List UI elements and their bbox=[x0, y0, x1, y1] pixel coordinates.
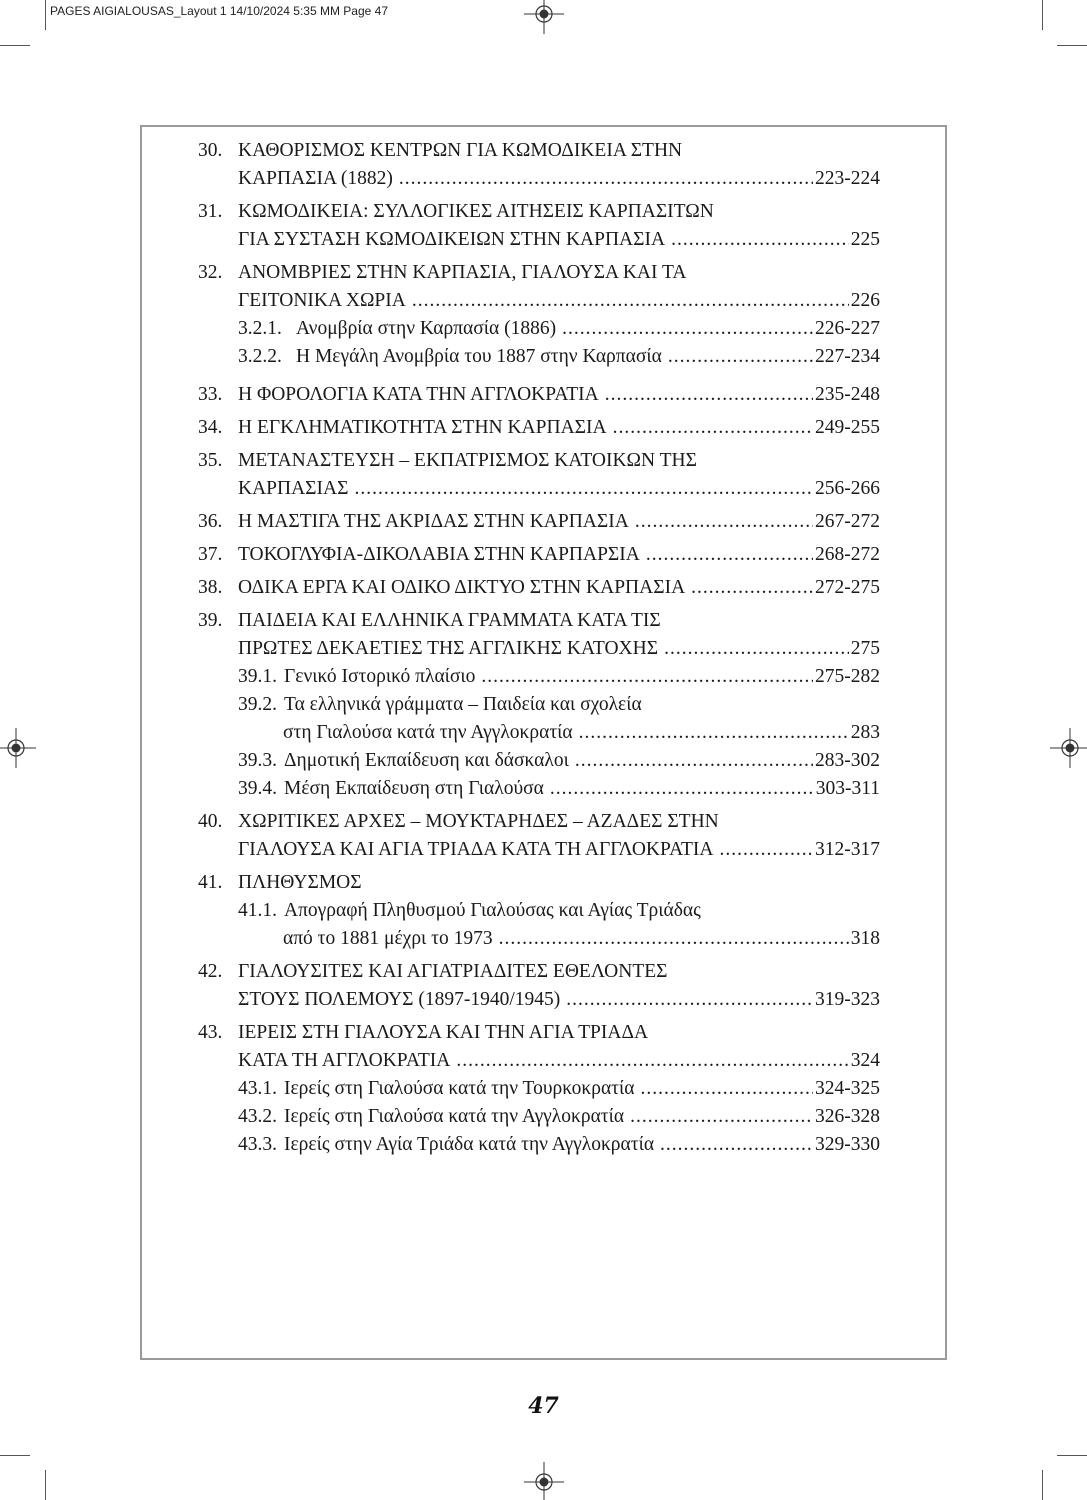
toc-leader-dots bbox=[579, 719, 849, 747]
toc-leader-dots bbox=[664, 635, 849, 663]
toc-leader-dots bbox=[671, 226, 849, 254]
toc-line bbox=[198, 1019, 880, 1047]
toc-page-range: 303-311 bbox=[815, 778, 880, 799]
toc-line bbox=[198, 808, 880, 836]
toc-leader-dots bbox=[399, 165, 813, 193]
toc-entry-number: 39. bbox=[198, 610, 223, 631]
toc-subentry-title: στη Γιαλούσα κατά την Αγγλοκρατία bbox=[283, 722, 573, 743]
toc-line bbox=[198, 986, 880, 1014]
toc-subentry-number: 39.2. bbox=[238, 694, 277, 715]
toc-line bbox=[198, 541, 880, 569]
toc-line bbox=[198, 447, 880, 475]
toc-leader-dots bbox=[613, 414, 813, 442]
toc-subentry-number: 39.3. bbox=[238, 750, 277, 771]
toc-entry bbox=[198, 198, 880, 254]
toc-subentry bbox=[198, 663, 880, 691]
toc-subentry-number: 43.2. bbox=[238, 1106, 277, 1127]
toc-leader-dots bbox=[566, 986, 813, 1014]
toc-leader-dots bbox=[630, 1103, 813, 1131]
registration-mark-bottom bbox=[524, 1462, 564, 1500]
toc-entry bbox=[198, 381, 880, 409]
toc-entry bbox=[198, 259, 880, 371]
toc-subentry bbox=[198, 1075, 880, 1103]
toc-subentry-number: 3.2.1. bbox=[238, 318, 282, 339]
toc-entry-number: 41. bbox=[198, 872, 223, 893]
toc-entry-title: ΚΑΡΠΑΣΙΑΣ bbox=[238, 478, 349, 499]
toc-page-range: 324 bbox=[850, 1050, 880, 1071]
crop-mark-top-right-v bbox=[1042, 0, 1043, 30]
toc-page-range: 275 bbox=[850, 638, 880, 659]
toc-page-range: 326-328 bbox=[815, 1106, 880, 1127]
toc-leader-dots bbox=[640, 1075, 813, 1103]
toc-page-range: 225 bbox=[850, 229, 880, 250]
toc-entry-title: ΤΟΚΟΓΛΥΦΙΑ-ΔΙΚΟΛΑΒΙΑ ΣΤΗΝ ΚΑΡΠΑΡΣΙΑ bbox=[238, 544, 640, 565]
toc-line bbox=[198, 198, 880, 226]
crop-mark-bottom-right-h bbox=[1057, 1455, 1087, 1456]
toc-subentry bbox=[198, 747, 880, 775]
toc-line bbox=[198, 1047, 880, 1075]
registration-mark-right bbox=[1050, 728, 1087, 768]
toc-entry-title: ΣΤΟΥΣ ΠΟΛΕΜΟΥΣ (1897-1940/1945) bbox=[238, 989, 561, 1010]
toc-entry bbox=[198, 1019, 880, 1159]
toc-page-range: 283 bbox=[850, 722, 880, 743]
toc-subentry bbox=[198, 343, 880, 371]
toc-leader-dots bbox=[499, 925, 849, 953]
toc-line bbox=[198, 607, 880, 635]
toc-entry-number: 35. bbox=[198, 450, 223, 471]
crop-mark-bottom-left-v bbox=[45, 1470, 46, 1500]
toc-page-range: 329-330 bbox=[815, 1134, 880, 1155]
toc-entry-title: ΓΙΑ ΣΥΣΤΑΣΗ ΚΩΜΟΔΙΚΕΙΩΝ ΣΤΗΝ ΚΑΡΠΑΣΙΑ bbox=[238, 229, 666, 250]
toc-entry-title: ΟΔΙΚΑ ΕΡΓΑ ΚΑΙ ΟΔΙΚΟ ΔΙΚΤΥΟ ΣΤΗΝ ΚΑΡΠΑΣΙΑ bbox=[238, 577, 686, 598]
toc-leader-dots bbox=[550, 775, 814, 803]
toc-entry-number: 34. bbox=[198, 417, 223, 438]
toc-line bbox=[198, 958, 880, 986]
toc-leader-dots bbox=[354, 475, 813, 503]
toc-page-range: 226-227 bbox=[815, 318, 880, 339]
toc-page-range: 319-323 bbox=[815, 989, 880, 1010]
toc-subentry bbox=[198, 775, 880, 803]
toc-page-range: 235-248 bbox=[815, 384, 880, 405]
toc-entry-number: 36. bbox=[198, 511, 223, 532]
toc-entry-number: 37. bbox=[198, 544, 223, 565]
toc-page-range: 227-234 bbox=[815, 346, 880, 367]
toc-entry-title: ΚΑΘΟΡΙΣΜΟΣ ΚΕΝΤΡΩΝ ΓΙΑ ΚΩΜΟΔΙΚΕΙΑ ΣΤΗΝ bbox=[238, 140, 683, 161]
toc-line bbox=[198, 226, 880, 254]
toc-entry-title: ΧΩΡΙΤΙΚΕΣ ΑΡΧΕΣ – ΜΟΥΚΤΑΡΗΔΕΣ – ΑΖΑΔΕΣ ΣΤΗΝ bbox=[238, 811, 719, 832]
toc-page-range: 223-224 bbox=[815, 168, 880, 189]
toc-entry bbox=[198, 607, 880, 803]
toc-leader-dots bbox=[481, 663, 813, 691]
toc-entry-title: Η ΜΑΣΤΙΓΑ ΤΗΣ ΑΚΡΙΔΑΣ ΣΤΗΝ ΚΑΡΠΑΣΙΑ bbox=[238, 511, 629, 532]
toc-leader-dots bbox=[412, 287, 849, 315]
toc-line bbox=[198, 475, 880, 503]
toc-page-range: 318 bbox=[850, 928, 880, 949]
toc-page-range: 267-272 bbox=[815, 511, 880, 532]
toc-subentry-number: 43.1. bbox=[238, 1078, 277, 1099]
toc-subentry-title: Ανομβρία στην Καρπασία (1886) bbox=[296, 318, 557, 339]
toc-leader-dots bbox=[562, 315, 813, 343]
toc-entry-title: ΚΑΤΑ ΤΗ ΑΓΓΛΟΚΡΑΤΙΑ bbox=[238, 1050, 451, 1071]
toc-entry-title: ΓΕΙΤΟΝΙΚΑ ΧΩΡΙΑ bbox=[238, 290, 406, 311]
toc-entry-number: 33. bbox=[198, 384, 223, 405]
toc-subentry-number: 39.1. bbox=[238, 666, 277, 687]
toc-line bbox=[198, 137, 880, 165]
toc-subentry-title: Ιερείς στη Γιαλούσα κατά την Τουρκοκρατία bbox=[284, 1078, 635, 1099]
toc-leader-dots bbox=[720, 836, 813, 864]
toc-line bbox=[198, 508, 880, 536]
toc-subentry bbox=[198, 315, 880, 343]
toc-entry-number: 40. bbox=[198, 811, 223, 832]
toc-entry-number: 32. bbox=[198, 262, 223, 283]
toc-subentry-title: Απογραφή Πληθυσμού Γιαλούσας και Αγίας Τριάδας bbox=[284, 900, 701, 921]
toc-subentry-title: Μέση Εκπαίδευση στη Γιαλούσα bbox=[284, 778, 544, 799]
toc-page-range: 324-325 bbox=[815, 1078, 880, 1099]
toc-entry-title: ΑΝΟΜΒΡΙΕΣ ΣΤΗΝ ΚΑΡΠΑΣΙΑ, ΓΙΑΛΟΥΣΑ ΚΑΙ ΤΑ bbox=[238, 262, 687, 283]
toc-subentry-title: Ιερείς στη Γιαλούσα κατά την Αγγλοκρατία bbox=[284, 1106, 625, 1127]
toc-entry-title: ΙΕΡΕΙΣ ΣΤΗ ΓΙΑΛΟΥΣΑ ΚΑΙ ΤΗΝ ΑΓΙΑ ΤΡΙΑΔΑ bbox=[238, 1022, 649, 1043]
toc-leader-dots bbox=[635, 508, 813, 536]
toc-subentry-title: από το 1881 μέχρι το 1973 bbox=[283, 928, 493, 949]
toc-entry bbox=[198, 574, 880, 602]
toc-subentry-number: 39.4. bbox=[238, 778, 277, 799]
registration-mark-top bbox=[524, 0, 564, 34]
toc-line bbox=[198, 574, 880, 602]
toc-leader-dots bbox=[646, 541, 813, 569]
toc-subentry-title: Δημοτική Εκπαίδευση και δάσκαλοι bbox=[284, 750, 569, 771]
toc-leader-dots bbox=[691, 574, 813, 602]
toc-page-range: 283-302 bbox=[815, 750, 880, 771]
toc-entry bbox=[198, 137, 880, 193]
toc-subentry-number: 43.3. bbox=[238, 1134, 277, 1155]
toc-entry-number: 30. bbox=[198, 140, 223, 161]
toc-entry bbox=[198, 808, 880, 864]
toc-subentry-title: Τα ελληνικά γράμματα – Παιδεία και σχολεία bbox=[284, 694, 642, 715]
toc-line bbox=[198, 165, 880, 193]
crop-mark-top-left-h bbox=[0, 45, 30, 46]
toc-subentry-continuation bbox=[198, 925, 880, 953]
toc-entry-title: Η ΦΟΡΟΛΟΓΙΑ ΚΑΤΑ ΤΗΝ ΑΓΓΛΟΚΡΑΤΙΑ bbox=[238, 384, 599, 405]
toc-page-range: 268-272 bbox=[815, 544, 880, 565]
toc-entry-number: 31. bbox=[198, 201, 223, 222]
crop-mark-bottom-right-v bbox=[1042, 1470, 1043, 1500]
toc-entry-title: ΜΕΤΑΝΑΣΤΕΥΣΗ – ΕΚΠΑΤΡΙΣΜΟΣ ΚΑΤΟΙΚΩΝ ΤΗΣ bbox=[238, 450, 697, 471]
toc-page-range: 275-282 bbox=[815, 666, 880, 687]
toc-page-range: 256-266 bbox=[815, 478, 880, 499]
toc-entry-title: ΓΙΑΛΟΥΣΙΤΕΣ ΚΑΙ ΑΓΙΑΤΡΙΑΔΙΤΕΣ ΕΘΕΛΟΝΤΕΣ bbox=[238, 961, 668, 982]
toc-leader-dots bbox=[668, 343, 813, 371]
toc-leader-dots bbox=[456, 1047, 848, 1075]
toc-entry-title: ΠΑΙΔΕΙΑ ΚΑΙ ΕΛΛΗΝΙΚΑ ΓΡΑΜΜΑΤΑ ΚΑΤΑ ΤΙΣ bbox=[238, 610, 661, 631]
toc-page-range: 312-317 bbox=[815, 839, 880, 860]
toc-subentry bbox=[198, 1131, 880, 1159]
toc-entry bbox=[198, 508, 880, 536]
toc-page-range: 249-255 bbox=[815, 417, 880, 438]
toc-entry bbox=[198, 447, 880, 503]
toc-leader-dots bbox=[605, 381, 813, 409]
toc-leader-dots bbox=[660, 1131, 813, 1159]
toc-subentry-title: Γενικό Ιστορικό πλαίσιο bbox=[284, 666, 476, 687]
toc-line bbox=[198, 381, 880, 409]
toc-subentry bbox=[198, 691, 880, 719]
crop-mark-top-right-h bbox=[1057, 45, 1087, 46]
toc-entry-title: ΚΩΜΟΔΙΚΕΙΑ: ΣΥΛΛΟΓΙΚΕΣ ΑΙΤΗΣΕΙΣ ΚΑΡΠΑΣΙΤΩΝ bbox=[238, 201, 714, 222]
toc-page-range: 272-275 bbox=[815, 577, 880, 598]
toc-subentry-continuation bbox=[198, 719, 880, 747]
page-number: 47 bbox=[528, 1393, 559, 1419]
toc-subentry bbox=[198, 897, 880, 925]
toc-entry-title: ΠΡΩΤΕΣ ΔΕΚΑΕΤΙΕΣ ΤΗΣ ΑΓΓΛΙΚΗΣ ΚΑΤΟΧΗΣ bbox=[238, 638, 659, 659]
toc-line bbox=[198, 414, 880, 442]
registration-mark-left bbox=[0, 728, 36, 768]
toc-entry-title: ΓΙΑΛΟΥΣΑ ΚΑΙ ΑΓΙΑ ΤΡΙΑΔΑ ΚΑΤΑ ΤΗ ΑΓΓΛΟΚΡΑΤΙΑ bbox=[238, 839, 714, 860]
crop-mark-top-left-v bbox=[45, 0, 46, 30]
table-of-contents bbox=[198, 137, 880, 1164]
toc-entry-number: 43. bbox=[198, 1022, 223, 1043]
toc-subentry-number: 3.2.2. bbox=[238, 346, 282, 367]
toc-page-range: 226 bbox=[850, 290, 880, 311]
toc-subentry-title: Η Μεγάλη Ανομβρία του 1887 στην Καρπασία bbox=[296, 346, 662, 367]
toc-subentry-number: 41.1. bbox=[238, 900, 277, 921]
toc-entry-title: ΚΑΡΠΑΣΙΑ (1882) bbox=[238, 168, 393, 189]
crop-mark-bottom-left-h bbox=[0, 1455, 30, 1456]
toc-entry-title: ΠΛΗΘΥΣΜΟΣ bbox=[238, 872, 362, 893]
toc-entry bbox=[198, 414, 880, 442]
print-slug-line: PAGES AIGIALOUSAS_Layout 1 14/10/2024 5:35 ΜΜ Page 47 bbox=[50, 4, 388, 18]
toc-entry-number: 42. bbox=[198, 961, 223, 982]
toc-line bbox=[198, 635, 880, 663]
toc-leader-dots bbox=[575, 747, 813, 775]
toc-subentry-title: Ιερείς στην Αγία Τριάδα κατά την Αγγλοκρατία bbox=[284, 1134, 655, 1155]
toc-line bbox=[198, 287, 880, 315]
toc-entry-title: Η ΕΓΚΛΗΜΑΤΙΚΟΤΗΤΑ ΣΤΗΝ ΚΑΡΠΑΣΙΑ bbox=[238, 417, 607, 438]
toc-line bbox=[198, 259, 880, 287]
toc-entry bbox=[198, 541, 880, 569]
toc-line bbox=[198, 869, 880, 897]
toc-entry bbox=[198, 869, 880, 953]
toc-entry bbox=[198, 958, 880, 1014]
toc-line bbox=[198, 836, 880, 864]
toc-entry-number: 38. bbox=[198, 577, 223, 598]
toc-subentry bbox=[198, 1103, 880, 1131]
